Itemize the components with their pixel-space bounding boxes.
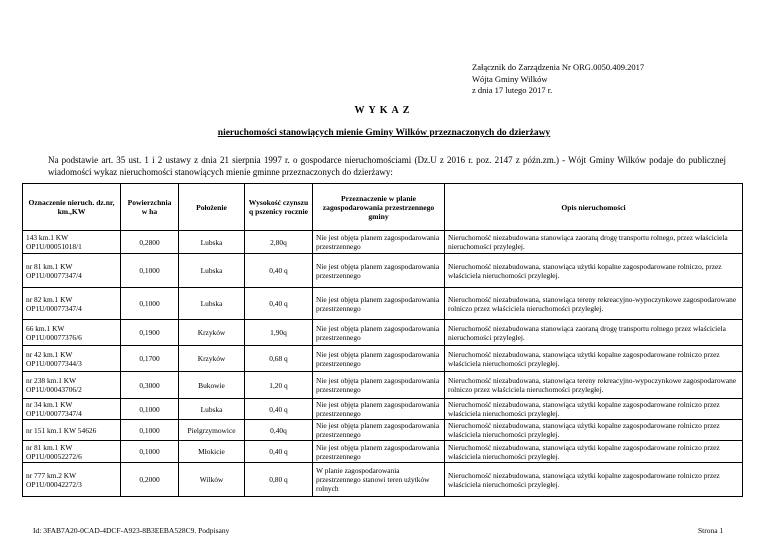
- document-subtitle: nieruchomości stanowiących mienie Gminy Wilków przeznaczonych do dzierżawy: [217, 128, 551, 138]
- header-rent: Wysokość czynszu q pszenicy rocznie: [245, 184, 313, 231]
- cell-area: 0,1900: [121, 320, 179, 346]
- cell-property: nr 81 km.1 KW OP1U/00077347/4: [23, 254, 121, 288]
- header-property: Oznaczenie nieruch. dz.nr, km.,KW: [23, 184, 121, 231]
- cell-property: nr 238 km.1 KW OP1U/00043706/2: [23, 372, 121, 399]
- cell-area: 0,3000: [121, 372, 179, 399]
- cell-area: 0,1000: [121, 441, 179, 463]
- table-row: [23, 441, 743, 463]
- document-id: Id: 3FAB7A20-0CAD-4DCF-A923-8B3EEBA528C9. Podpisany: [33, 526, 230, 535]
- cell-plan: Nie jest objęta planem zagospodarowania przestrzennego: [313, 399, 445, 420]
- attachment-line-2: Wójta Gminy Wilków: [472, 73, 548, 84]
- cell-description: Nieruchomość niezabudowana, stanowiąca użytki kopalne zagospodarowane rolniczo przez właściciela nieruchomości przyległej.: [445, 441, 743, 463]
- cell-plan: Nie jest objęta planem zagospodarowania przestrzennego: [313, 441, 445, 463]
- document-title: WYKAZ: [354, 105, 414, 116]
- cell-property: nr 81 km.1 KW OP1U/00052272/6: [23, 441, 121, 463]
- cell-location: Lubska: [179, 399, 245, 420]
- cell-property: 66 km.1 KW OP1U/00077376/6: [23, 320, 121, 346]
- cell-description: Nieruchomość niezabudowana, stanowiąca użytki kopalne zagospodarowane rolniczo przez właściciela nieruchomości przyległej.: [445, 463, 743, 497]
- cell-plan: Nie jest objęta planem zagospodarowania przestrzennego: [313, 346, 445, 372]
- cell-description: Nieruchomość niezabudowana, stanowiąca użytki kopalne zagospodarowane rolniczo przez właściciela nieruchomości przyległej.: [445, 399, 743, 420]
- cell-property: nr 42 km.1 KW OP1U/00077344/3: [23, 346, 121, 372]
- cell-property: nr 82 km.1 KW OP1U/00077347/4: [23, 288, 121, 320]
- cell-rent: 1,20 q: [245, 372, 313, 399]
- cell-plan: W planie zagospodarowania przestrzennego stanowi teren użytków rolnych: [313, 463, 445, 497]
- cell-description: Nieruchomość niezabudowana stanowiąca zaoraną drogę transportu rolnego, przez właściciela nieruchomości przyległej.: [445, 231, 743, 254]
- cell-plan: Nie jest objęta planem zagospodarowania przestrzennego: [313, 320, 445, 346]
- cell-area: 0,2000: [121, 463, 179, 497]
- cell-rent: 0,40 q: [245, 288, 313, 320]
- cell-location: Pielgrzymowice: [179, 420, 245, 441]
- cell-location: Lubska: [179, 254, 245, 288]
- attachment-line-1: Załącznik do Zarządzenia Nr ORG.0050.409.2017: [472, 62, 645, 72]
- property-table: [22, 183, 743, 497]
- table-row: [23, 254, 743, 288]
- header-description: Opis nieruchomości: [445, 184, 743, 231]
- cell-location: Lubska: [179, 231, 245, 254]
- table-row: [23, 372, 743, 399]
- cell-rent: 1,90q: [245, 320, 313, 346]
- table-row: [23, 320, 743, 346]
- attachment-header: [472, 62, 644, 97]
- cell-property: nr 777 km.2 KW OP1U/00042272/3: [23, 463, 121, 497]
- header-area: Powierzchnia w ha: [121, 184, 179, 231]
- cell-rent: 0,80 q: [245, 463, 313, 497]
- cell-description: Nieruchomość niezabudowana stanowiąca zaoraną drogę transportu rolnego przez właściciela nieruchomości przyległej.: [445, 320, 743, 346]
- cell-plan: Nie jest objęta planem zagospodarowania przestrzennego: [313, 231, 445, 254]
- cell-area: 0,1000: [121, 399, 179, 420]
- cell-rent: 0,40 q: [245, 254, 313, 288]
- cell-description: Nieruchomość niezabudowana, stanowiąca tereny rekreacyjno-wypoczynkowe zagospodarowane rolniczo przez właściciela nieruchomości przyległej.: [445, 372, 743, 399]
- cell-property: nr 151 km.1 KW 54626: [23, 420, 121, 441]
- cell-rent: 0,40q: [245, 420, 313, 441]
- cell-location: Krzyków: [179, 320, 245, 346]
- cell-plan: Nie jest objęta planem zagospodarowania przestrzennego: [313, 254, 445, 288]
- header-location: Położenie: [179, 184, 245, 231]
- cell-rent: 0,40 q: [245, 441, 313, 463]
- cell-description: Nieruchomość niezabudowana, stanowiąca tereny rekreacyjno-wypoczynkowe zagospodarowane rolniczo przez właściciela nieruchomości przyległej.: [445, 288, 743, 320]
- cell-rent: 0,68 q: [245, 346, 313, 372]
- cell-location: Bukowie: [179, 372, 245, 399]
- table-row: [23, 231, 743, 254]
- cell-area: 0,1000: [121, 420, 179, 441]
- cell-location: Lubska: [179, 288, 245, 320]
- table-row: [23, 420, 743, 441]
- table-row: [23, 288, 743, 320]
- cell-plan: Nie jest objęta planem zagospodarowania przestrzennego: [313, 288, 445, 320]
- table-header-row: [23, 184, 743, 231]
- cell-location: Wilków: [179, 463, 245, 497]
- cell-description: Nieruchomość niezabudowana, stanowiąca użytki kopalne zagospodarowane rolniczo, przez właściciela nieruchomości przyległej.: [445, 254, 743, 288]
- cell-area: 0,2800: [121, 231, 179, 254]
- page-number: Strona 1: [698, 526, 724, 535]
- attachment-line-3: z dnia 17 lutego 2017 r.: [472, 85, 553, 95]
- header-plan: Przeznaczenie w planie zagospodarowania przestrzennego gminy: [313, 184, 445, 231]
- cell-property: 143 km.1 KW OP1U/00051018/1: [23, 231, 121, 254]
- cell-location: Młokicie: [179, 441, 245, 463]
- cell-area: 0,1000: [121, 288, 179, 320]
- table-row: [23, 463, 743, 497]
- table-row: [23, 346, 743, 372]
- cell-area: 0,1700: [121, 346, 179, 372]
- cell-area: 0,1000: [121, 254, 179, 288]
- table-row: [23, 399, 743, 420]
- cell-property: nr 34 km.1 KW OP1U/00077347/4: [23, 399, 121, 420]
- cell-description: Nieruchomość niezabudowana, stanowiąca użytki kopalne zagospodarowane rolniczo przez właściciela nieruchomości przyległej.: [445, 420, 743, 441]
- cell-plan: Nie jest objęta planem zagospodarowania przestrzennego: [313, 372, 445, 399]
- intro-paragraph: Na podstawie art. 35 ust. 1 i 2 ustawy z dnia 21 sierpnia 1997 r. o gospodarce nieruchomościami (Dz.U z 2016 r. poz. 2147 z późn.zm.) - Wójt Gminy Wilków podaje do publicznej wiadomości wykaz nieruchomości stanowiących mienie gminne przeznaczonych do dzierżawy:: [48, 155, 726, 177]
- cell-rent: 2,80q: [245, 231, 313, 254]
- cell-plan: Nie jest objęta planem zagospodarowania przestrzennego: [313, 420, 445, 441]
- cell-description: Nieruchomość niezabudowana, stanowiąca użytki kopalne zagospodarowane rolniczo przez właściciela nieruchomości przyległej.: [445, 346, 743, 372]
- cell-location: Krzyków: [179, 346, 245, 372]
- cell-rent: 0,40 q: [245, 399, 313, 420]
